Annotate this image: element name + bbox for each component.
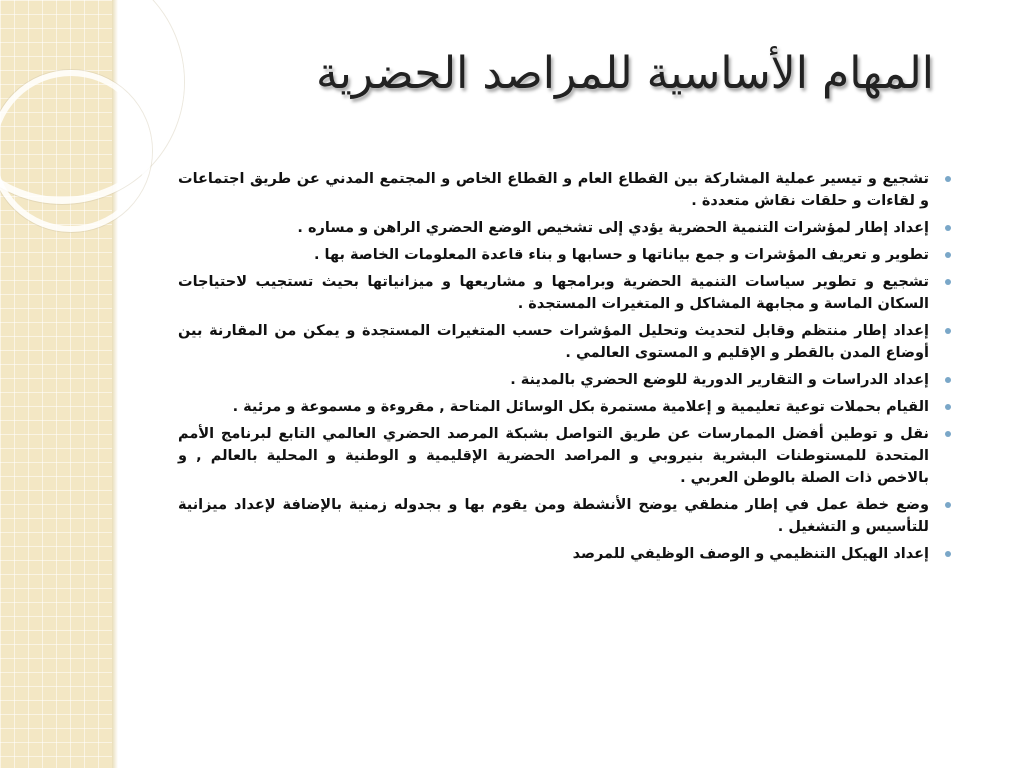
- bullet-list: [178, 168, 929, 570]
- bullet-item: [178, 543, 929, 565]
- bullet-text: وضع خطة عمل في إطار منطقي يوضح الأنشطة ومن يقوم بها و بجدوله زمنية بالإضافة لإعداد ميزانية للتأسيس و التشغيل .: [178, 497, 929, 535]
- bullet-item: [178, 494, 929, 538]
- decorative-ring: [0, 70, 152, 232]
- bullet-dot-icon: [945, 502, 951, 508]
- bullet-dot-icon: [945, 252, 951, 258]
- bullet-item: [178, 396, 929, 418]
- bullet-dot-icon: [945, 279, 951, 285]
- bullet-dot-icon: [945, 431, 951, 437]
- bullet-dot-icon: [945, 176, 951, 182]
- bullet-item: [178, 423, 929, 489]
- bullet-dot-icon: [945, 404, 951, 410]
- bullet-item: [178, 168, 929, 212]
- bullet-item: [178, 369, 929, 391]
- bullet-dot-icon: [945, 377, 951, 383]
- bullet-text: تشجيع و تطوير سياسات التنمية الحضرية وبرامجها و مشاريعها و ميزانياتها بحيث تستجيب لاحتياجات السكان الماسة و مجابهة المشاكل و المتغيرات المستجدة .: [178, 274, 929, 312]
- bullet-text: إعداد إطار لمؤشرات التنمية الحضرية يؤدي إلى تشخيص الوضع الحضري الراهن و مساره .: [297, 220, 929, 236]
- bullet-item: [178, 244, 929, 266]
- bullet-text: إعداد الهيكل التنظيمي و الوصف الوظيفي للمرصد: [572, 546, 929, 562]
- bullet-item: [178, 271, 929, 315]
- bullet-item: [178, 217, 929, 239]
- bullet-dot-icon: [945, 328, 951, 334]
- bullet-dot-icon: [945, 551, 951, 557]
- bullet-text: تشجيع و تيسير عملية المشاركة بين القطاع العام و القطاع الخاص و المجتمع المدني عن طريق اجتماعات و لقاءات و حلقات نقاش متعددة .: [178, 171, 929, 209]
- bullet-text: القيام بحملات توعية تعليمية و إعلامية مستمرة بكل الوسائل المتاحة , مقروءة و مسموعة و مرئية .: [232, 399, 929, 415]
- bullet-item: [178, 320, 929, 364]
- slide-title: المهام الأساسية للمراصد الحضرية: [316, 48, 934, 99]
- bullet-text: إعداد إطار منتظم وقابل لتحديث وتحليل المؤشرات حسب المتغيرات المستجدة و يمكن من المقارنة بين أوضاع المدن بالقطر و الإقليم و المستوى العالمي .: [178, 323, 929, 361]
- bullet-text: نقل و توطين أفضل الممارسات عن طريق التواصل بشبكة المرصد الحضري العالمي التابع لبرنامج الأمم المتحدة للمستوطنات البشرية بنيروبي و المراصد الحضرية الإقليمية و الوطنية و المحلية بالعالم , و بالاخص ذات الصلة بالوطن العربي .: [178, 426, 929, 486]
- bullet-dot-icon: [945, 225, 951, 231]
- bullet-text: إعداد الدراسات و التقارير الدورية للوضع الحضري بالمدينة .: [510, 372, 929, 388]
- bullet-text: تطوير و تعريف المؤشرات و جمع بياناتها و حسابها و بناء قاعدة المعلومات الخاصة بها .: [313, 247, 929, 263]
